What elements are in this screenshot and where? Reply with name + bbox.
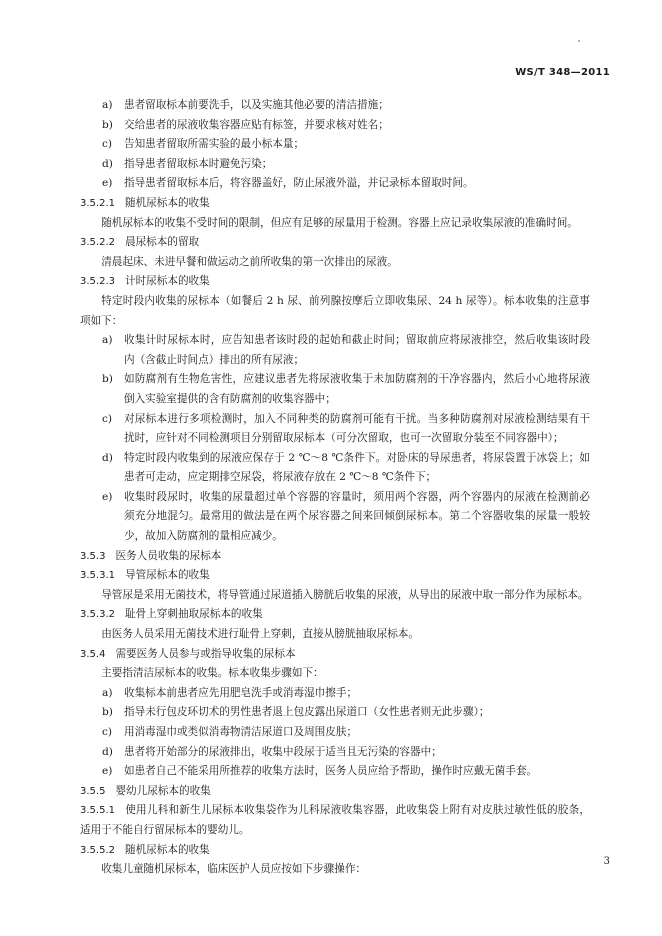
scan-speck [578,40,580,42]
section-paragraph: 收集儿童随机尿标本，临床医护人员应按如下步骤操作： [101,863,367,876]
item-text: 收集标本前患者应先用肥皂洗手或消毒湿巾擦手； [124,686,358,699]
section-paragraph: 由医务人员采用无菌技术进行耻骨上穿刺，直接从膀胱抽取尿标本。 [101,628,419,641]
standard-code-header: WS/T 348—2011 [515,67,610,78]
item-label: d) [102,745,113,758]
list-item [80,155,590,175]
section-number: 3.5.4 [80,648,106,660]
item-text: 指导未行包皮环切术的男性患者退上包皮露出尿道口（女性患者则无此步骤）； [124,706,490,719]
item-label: b) [102,118,113,131]
item-label: b) [102,706,113,719]
section-heading-3521 [80,194,590,214]
section-title: 需要医务人员参与或指导收集的尿标本 [115,647,296,660]
section-number: 3.5.2.2 [80,237,115,249]
section-heading-3531 [80,566,590,586]
item-label: d) [102,451,113,464]
section-title: 医务人员收集的尿标本 [115,549,222,562]
list-item [80,762,590,782]
section-number: 3.5.3.1 [80,570,115,582]
item-text: 患者将开始部分的尿液排出，收集中段尿于适当且无污染的容器中； [124,745,442,758]
item-text: 指导患者留取标本后，将容器盖好，防止尿液外溢，并记录标本留取时间。 [124,177,474,190]
section-heading-353 [80,547,590,567]
page-number: 3 [603,856,610,867]
item-label: a) [102,99,113,111]
item-text: 对尿标本进行多项检测时，加入不同种类的防腐剂可能有干扰。当多种防腐剂对尿液检测结果有干扰时，应针对不同检测项目分别留取尿标本（可分次留取，也可一次留取分装至不同容器中）； [124,412,590,445]
section-paragraph: 清晨起床、未进早餐和做运动之前所收集的第一次排出的尿液。 [101,255,398,268]
section-heading-3532 [80,605,590,625]
section-heading-355 [80,782,590,802]
section-text: 使用儿科和新生儿尿标本收集袋作为儿科尿液收集容器，此收集袋上附有对皮肤过敏性低的胶条，适用于不能自行留尿标本的婴幼儿。 [80,804,590,836]
section-number: 3.5.2.1 [80,197,115,209]
item-text: 患者留取标本前要洗手，以及实施其他必要的清洁措施； [124,99,389,111]
list-item [80,488,590,547]
section-number: 3.5.5 [80,785,106,797]
list-item [80,703,590,723]
document-body [80,96,590,880]
section-paragraph-3551 [80,801,590,840]
list-item [80,116,590,136]
list-item [80,410,590,449]
item-text: 特定时段内收集到的尿液应保存于 2 ℃～8 ℃条件下。对卧床的导尿患者，将尿袋置于冰袋上；如患者可走动，应定期排空尿袋，将尿液存放在 2 ℃～8 ℃条件下； [124,451,590,484]
section-heading-3523 [80,272,590,292]
section-heading-354 [80,645,590,665]
item-label: b) [102,373,113,386]
item-label: c) [102,138,113,151]
list-item [80,370,590,409]
section-paragraph: 特定时段内收集的尿标本（如餐后 2 h 尿、前列腺按摩后立即收集尿、24 h 尿等）。标本收集的注意事项如下： [80,294,590,327]
item-label: e) [102,490,113,503]
item-label: a) [102,686,113,699]
item-text: 指导患者留取标本时避免污染； [124,157,273,170]
item-label: d) [102,157,113,170]
list-item [80,684,590,704]
item-text: 如患者自己不能采用所推荐的收集方法时，医务人员应给予帮助，操作时应戴无菌手套。 [124,765,538,778]
item-text: 告知患者留取所需实验的最小标本量； [124,138,305,151]
list-item [80,96,590,116]
section-title: 导管尿标本的收集 [125,569,210,582]
section-heading-3552 [80,841,590,861]
item-label: c) [102,726,113,738]
item-text: 交给患者的尿液收集容器应贴有标签，并要求核对姓名； [124,118,389,131]
item-label: c) [102,412,113,425]
section-paragraph: 导管尿是采用无菌技术，将导管通过尿道插入膀胱后收集的尿液，从导出的尿液中取一部分作为尿标本。 [101,588,589,601]
section-paragraph: 主要指清洁尿标本的收集。标本收集步骤如下： [101,667,324,680]
section-number: 3.5.2.3 [80,276,115,288]
item-label: e) [102,765,113,778]
list-item [80,331,590,370]
section-title: 计时尿标本的收集 [125,275,210,288]
section-heading-3522 [80,233,590,253]
section-title: 随机尿标本的收集 [125,196,210,209]
item-label: e) [102,177,113,190]
section-title: 耻骨上穿刺抽取尿标本的收集 [125,608,263,621]
list-item [80,135,590,155]
item-text: 如防腐剂有生物危害性，应建议患者先将尿液收集于未加防腐剂的干净容器内，然后小心地将尿液倒入实验室提供的含有防腐剂的收集容器中； [124,373,590,405]
section-number: 3.5.5.2 [80,844,115,856]
item-text: 用消毒湿巾或类似消毒物清洁尿道口及周围皮肤； [124,726,358,738]
list-item [80,723,590,743]
section-number: 3.5.3.2 [80,609,115,621]
list-item [80,174,590,194]
item-label: a) [102,334,113,347]
section-number: 3.5.3 [80,550,106,562]
section-title: 晨尿标本的留取 [125,236,200,249]
section-title: 随机尿标本的收集 [125,843,210,856]
section-number: 3.5.5.1 [80,805,115,817]
section-paragraph: 随机尿标本的收集不受时间的限制，但应有足够的尿量用于检测。容器上应记录收集尿液的准确时间。 [101,216,578,229]
item-text: 收集时段尿时，收集的尿量超过单个容器的容量时，须用两个容器，两个容器内的尿液在检测前必须充分地混匀。最常用的做法是在两个尿容器之间来回倾倒尿标本。第二个容器收集的尿量一般较少，故加入防腐剂的量相应减少。 [124,490,590,543]
section-title: 婴幼儿尿标本的收集 [115,784,211,797]
item-text: 收集计时尿标本时，应告知患者该时段的起始和截止时间；留取前应将尿液排空，然后收集该时段内（含截止时间点）排出的所有尿液； [124,334,590,366]
list-item [80,743,590,763]
list-item [80,449,590,488]
